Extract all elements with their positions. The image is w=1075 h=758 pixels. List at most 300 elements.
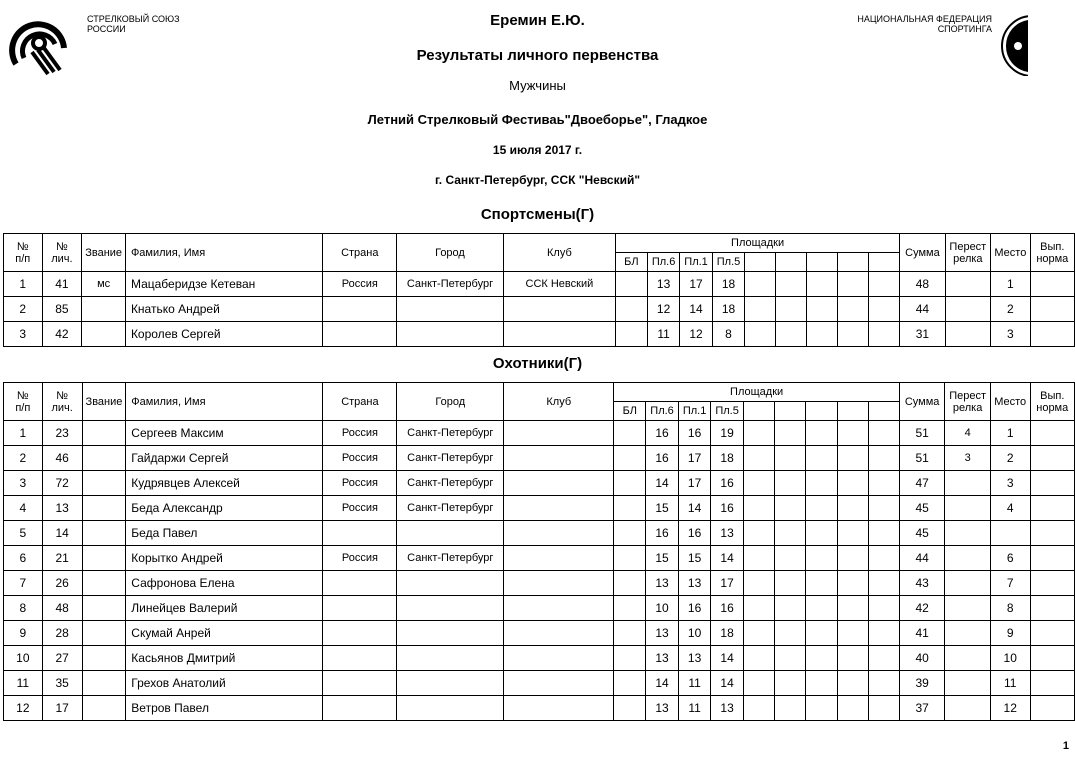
cell-city (397, 671, 504, 696)
cell-empty (869, 297, 900, 322)
cell-empty (775, 421, 806, 446)
col-header-club: Клуб (504, 383, 614, 421)
cell-empty (743, 446, 774, 471)
cell-club (504, 671, 614, 696)
cell-empty (806, 496, 837, 521)
group-title: Спортсмены(Г) (480, 206, 595, 223)
cell-stand6: 13 (646, 571, 679, 596)
cell-empty (868, 546, 899, 571)
col-header-sum: Сумма (899, 383, 944, 421)
col-header-stand (837, 402, 868, 421)
cell-country (323, 696, 397, 721)
cell-bl (614, 671, 646, 696)
cell-rank (82, 297, 126, 322)
cell-bl (615, 322, 647, 347)
cell-bl (614, 571, 646, 596)
table-row (4, 471, 1075, 496)
cell-empty (807, 272, 838, 297)
cell-lic: 21 (42, 546, 82, 571)
cell-stand5: 14 (711, 546, 744, 571)
cell-lic: 13 (42, 496, 82, 521)
cell-empty (743, 496, 774, 521)
cell-stand6: 16 (646, 446, 679, 471)
cell-lic: 14 (42, 521, 82, 546)
cell-stand1: 17 (680, 272, 712, 297)
cell-sum: 45 (899, 496, 944, 521)
cell-num: 6 (4, 546, 43, 571)
cell-norm (1030, 621, 1074, 646)
cell-num: 11 (4, 671, 43, 696)
cell-bl (614, 646, 646, 671)
cell-empty (837, 471, 868, 496)
cell-city (397, 621, 504, 646)
cell-stand1: 11 (678, 671, 711, 696)
cell-empty (837, 671, 868, 696)
cell-club (504, 446, 614, 471)
cell-stand6: 10 (646, 596, 679, 621)
col-header-stand (869, 253, 900, 272)
cell-country: Россия (323, 471, 397, 496)
cell-norm (1030, 571, 1074, 596)
col-header-lic: № лич. (42, 234, 82, 272)
cell-place: 6 (990, 546, 1030, 571)
cell-club (504, 696, 614, 721)
cell-shootoff (945, 671, 991, 696)
cell-stand5: 18 (712, 272, 744, 297)
cell-club (503, 322, 615, 347)
cell-empty (775, 571, 806, 596)
cell-empty (868, 621, 899, 646)
cell-shootoff (945, 496, 991, 521)
org-left-name: СТРЕЛКОВЫЙ СОЮЗ РОССИИ (87, 14, 180, 34)
cell-sum: 47 (899, 471, 944, 496)
cell-shootoff: 3 (945, 446, 991, 471)
cell-empty (743, 621, 774, 646)
cell-norm (1030, 596, 1074, 621)
col-header-stand (776, 253, 807, 272)
cell-sum: 39 (899, 671, 944, 696)
cell-stand1: 17 (678, 471, 711, 496)
cell-shootoff (945, 621, 991, 646)
cell-stand1: 13 (678, 646, 711, 671)
table-row (4, 671, 1075, 696)
cell-stand5: 17 (711, 571, 744, 596)
cell-place: 7 (990, 571, 1030, 596)
cell-empty (869, 322, 900, 347)
cell-empty (775, 471, 806, 496)
cell-country (323, 646, 397, 671)
cell-stand1: 11 (678, 696, 711, 721)
cell-stand1: 10 (678, 621, 711, 646)
cell-rank (82, 646, 126, 671)
col-header-stand (775, 402, 806, 421)
cell-club (504, 421, 614, 446)
cell-sum: 51 (899, 421, 944, 446)
cell-lic: 48 (42, 596, 82, 621)
cell-club (504, 571, 614, 596)
cell-empty (775, 621, 806, 646)
cell-bl (614, 421, 646, 446)
group-title: Охотники(Г) (492, 355, 583, 372)
cell-empty (868, 671, 899, 696)
cell-sum: 44 (899, 546, 944, 571)
cell-empty (743, 671, 774, 696)
cell-empty (775, 546, 806, 571)
cell-rank (82, 696, 126, 721)
cell-empty (806, 671, 837, 696)
cell-stand6: 13 (646, 696, 679, 721)
cell-bl (615, 297, 647, 322)
cell-norm (1030, 322, 1074, 347)
cell-norm (1030, 521, 1074, 546)
cell-sum: 41 (899, 621, 944, 646)
cell-num: 12 (4, 696, 43, 721)
table-row (4, 421, 1075, 446)
col-header-name: Фамилия, Имя (125, 234, 323, 272)
cell-empty (743, 521, 774, 546)
cell-country (323, 596, 397, 621)
cell-club (504, 621, 614, 646)
cell-club (504, 646, 614, 671)
table-row (4, 596, 1075, 621)
cell-place: 12 (990, 696, 1030, 721)
cell-rank (82, 571, 126, 596)
cell-lic: 72 (42, 471, 82, 496)
cell-rank (82, 596, 126, 621)
cell-name: Беда Павел (126, 521, 323, 546)
col-header-sum: Сумма (900, 234, 945, 272)
cell-stand5: 8 (712, 322, 744, 347)
table-row (4, 646, 1075, 671)
cell-shootoff (945, 571, 991, 596)
col-header-lic: № лич. (42, 383, 82, 421)
cell-country: Россия (323, 496, 397, 521)
cell-stand6: 16 (646, 521, 679, 546)
cell-empty (743, 696, 774, 721)
cell-rank (82, 671, 126, 696)
col-header-stands: Площадки (614, 383, 900, 402)
table-row (4, 446, 1075, 471)
cell-city: Санкт-Петербург (397, 471, 504, 496)
cell-club (504, 596, 614, 621)
event-date: 15 июля 2017 г. (492, 143, 583, 157)
cell-rank: мс (82, 272, 126, 297)
col-header-rank: Звание (82, 234, 126, 272)
cell-stand5: 18 (712, 297, 744, 322)
cell-place (990, 521, 1030, 546)
cell-rank (82, 446, 126, 471)
cell-stand1: 13 (678, 571, 711, 596)
cell-sum: 37 (899, 696, 944, 721)
cell-norm (1030, 546, 1074, 571)
cell-rank (82, 546, 126, 571)
cell-empty (806, 546, 837, 571)
cell-city: Санкт-Петербург (397, 496, 504, 521)
cell-stand5: 18 (711, 446, 744, 471)
cell-country: Россия (323, 446, 397, 471)
cell-sum: 40 (899, 646, 944, 671)
cell-stand6: 15 (646, 546, 679, 571)
cell-bl (614, 621, 646, 646)
table-row (4, 297, 1075, 322)
col-header-stand (745, 253, 776, 272)
col-header-stand: БЛ (614, 402, 646, 421)
gender-category: Мужчины (509, 78, 566, 93)
cell-city (397, 322, 504, 347)
cell-empty (837, 621, 868, 646)
cell-name: Корытко Андрей (126, 546, 323, 571)
cell-club (503, 297, 615, 322)
cell-country (323, 621, 397, 646)
cell-empty (837, 496, 868, 521)
table-row (4, 546, 1075, 571)
col-header-norm: Вып. норма (1030, 234, 1074, 272)
cell-place: 2 (991, 297, 1031, 322)
cell-empty (775, 671, 806, 696)
author-name: Еремин Е.Ю. (490, 12, 585, 29)
cell-stand1: 14 (678, 496, 711, 521)
cell-place: 9 (990, 621, 1030, 646)
cell-empty (775, 696, 806, 721)
table-row (4, 621, 1075, 646)
cell-stand5: 18 (711, 621, 744, 646)
col-header-stand (838, 253, 869, 272)
cell-stand1: 17 (678, 446, 711, 471)
cell-bl (615, 272, 647, 297)
cell-empty (806, 521, 837, 546)
cell-stand1: 15 (678, 546, 711, 571)
cell-stand5: 14 (711, 646, 744, 671)
results-table (3, 233, 1075, 347)
col-header-stand: Пл.1 (678, 402, 711, 421)
col-header-country: Страна (323, 234, 397, 272)
cell-empty (776, 272, 807, 297)
cell-name: Касьянов Дмитрий (126, 646, 323, 671)
cell-stand1: 16 (678, 596, 711, 621)
cell-bl (614, 596, 646, 621)
cell-norm (1030, 272, 1074, 297)
cell-empty (868, 696, 899, 721)
col-header-stand: Пл.1 (680, 253, 712, 272)
cell-empty (743, 571, 774, 596)
cell-stand5: 19 (711, 421, 744, 446)
cell-rank (82, 322, 126, 347)
cell-stand5: 16 (711, 596, 744, 621)
cell-empty (806, 571, 837, 596)
cell-bl (614, 471, 646, 496)
cell-empty (868, 571, 899, 596)
cell-sum: 31 (900, 322, 945, 347)
col-header-stand (807, 253, 838, 272)
cell-club: ССК Невский (503, 272, 615, 297)
cell-stand6: 15 (646, 496, 679, 521)
cell-empty (776, 297, 807, 322)
cell-city (397, 297, 504, 322)
header-row (4, 383, 1075, 402)
cell-empty (775, 521, 806, 546)
cell-stand1: 16 (678, 521, 711, 546)
cell-name: Скумай Анрей (126, 621, 323, 646)
cell-rank (82, 471, 126, 496)
cell-empty (868, 446, 899, 471)
cell-num: 8 (4, 596, 43, 621)
cell-empty (775, 596, 806, 621)
cell-norm (1030, 471, 1074, 496)
cell-sum: 44 (900, 297, 945, 322)
cell-num: 2 (4, 297, 43, 322)
cell-place: 4 (990, 496, 1030, 521)
cell-place: 3 (990, 471, 1030, 496)
org-right-name: НАЦИОНАЛЬНАЯ ФЕДЕРАЦИЯ СПОРТИНГА (857, 14, 992, 34)
col-header-country: Страна (323, 383, 397, 421)
cell-empty (837, 696, 868, 721)
cell-country: Россия (323, 546, 397, 571)
event-name: Летний Стрелковый Фестиваь"Двоеборье", Гладкое (367, 112, 708, 127)
cell-empty (745, 297, 776, 322)
cell-norm (1030, 671, 1074, 696)
cell-stand6: 13 (646, 621, 679, 646)
col-header-stands: Площадки (615, 234, 899, 253)
cell-num: 1 (4, 421, 43, 446)
cell-empty (775, 446, 806, 471)
cell-stand6: 14 (646, 471, 679, 496)
cell-empty (837, 646, 868, 671)
cell-country (323, 521, 397, 546)
cell-empty (743, 421, 774, 446)
cell-num: 9 (4, 621, 43, 646)
cell-num: 3 (4, 322, 43, 347)
cell-club (504, 471, 614, 496)
cell-empty (806, 471, 837, 496)
cell-lic: 23 (42, 421, 82, 446)
cell-num: 1 (4, 272, 43, 297)
col-header-club: Клуб (503, 234, 615, 272)
cell-shootoff: 4 (945, 421, 991, 446)
cell-empty (806, 646, 837, 671)
cell-city (397, 596, 504, 621)
cell-empty (838, 297, 869, 322)
cell-place: 1 (991, 272, 1031, 297)
cell-lic: 46 (42, 446, 82, 471)
col-header-shootoff: Перест релка (945, 234, 990, 272)
col-header-city: Город (397, 383, 504, 421)
cell-empty (837, 596, 868, 621)
cell-sum: 51 (899, 446, 944, 471)
cell-rank (82, 496, 126, 521)
cell-city: Санкт-Петербург (397, 272, 504, 297)
cell-country: Россия (323, 421, 397, 446)
cell-stand1: 12 (680, 322, 712, 347)
cell-country (323, 571, 397, 596)
cell-bl (614, 696, 646, 721)
col-header-stand: Пл.5 (711, 402, 744, 421)
cell-num: 5 (4, 521, 43, 546)
cell-empty (868, 646, 899, 671)
cell-empty (869, 272, 900, 297)
cell-city: Санкт-Петербург (397, 446, 504, 471)
cell-norm (1030, 496, 1074, 521)
event-place: г. Санкт-Петербург, ССК "Невский" (434, 173, 641, 187)
cell-num: 4 (4, 496, 43, 521)
cell-stand6: 12 (647, 297, 679, 322)
cell-rank (82, 621, 126, 646)
cell-city (397, 521, 504, 546)
page-title: Результаты личного первенства (416, 47, 659, 64)
col-header-name: Фамилия, Имя (126, 383, 323, 421)
cell-shootoff (945, 272, 990, 297)
cell-stand5: 13 (711, 521, 744, 546)
cell-lic: 26 (42, 571, 82, 596)
cell-stand1: 16 (678, 421, 711, 446)
cell-lic: 35 (42, 671, 82, 696)
cell-place: 11 (990, 671, 1030, 696)
cell-bl (614, 446, 646, 471)
cell-empty (806, 421, 837, 446)
col-header-num: № п/п (4, 234, 43, 272)
col-header-norm: Вып. норма (1030, 383, 1074, 421)
cell-city (397, 646, 504, 671)
cell-empty (806, 596, 837, 621)
cell-empty (745, 322, 776, 347)
cell-empty (806, 446, 837, 471)
cell-country (323, 297, 397, 322)
cell-sum: 45 (899, 521, 944, 546)
header-row (4, 234, 1075, 253)
cell-shootoff (945, 322, 990, 347)
cell-lic: 17 (42, 696, 82, 721)
table-row (4, 696, 1075, 721)
cell-empty (868, 471, 899, 496)
col-header-rank: Звание (82, 383, 126, 421)
cell-empty (837, 546, 868, 571)
cell-empty (806, 621, 837, 646)
cell-name: Ветров Павел (126, 696, 323, 721)
cell-lic: 28 (42, 621, 82, 646)
cell-bl (614, 496, 646, 521)
results-table (3, 382, 1075, 721)
cell-stand5: 13 (711, 696, 744, 721)
cell-name: Кнатько Андрей (125, 297, 323, 322)
cell-shootoff (945, 546, 991, 571)
cell-norm (1030, 646, 1074, 671)
cell-bl (614, 546, 646, 571)
cell-sum: 42 (899, 596, 944, 621)
table-row (4, 521, 1075, 546)
col-header-stand: Пл.6 (647, 253, 679, 272)
table-row (4, 571, 1075, 596)
cell-place: 2 (990, 446, 1030, 471)
cell-place: 3 (991, 322, 1031, 347)
cell-shootoff (945, 596, 991, 621)
cell-norm (1030, 421, 1074, 446)
cell-name: Королев Сергей (125, 322, 323, 347)
cell-num: 2 (4, 446, 43, 471)
cell-stand6: 16 (646, 421, 679, 446)
cell-country: Россия (323, 272, 397, 297)
cell-place: 1 (990, 421, 1030, 446)
cell-name: Сафронова Елена (126, 571, 323, 596)
table-row (4, 496, 1075, 521)
col-header-city: Город (397, 234, 504, 272)
cell-place: 10 (990, 646, 1030, 671)
cell-stand5: 14 (711, 671, 744, 696)
cell-lic: 42 (42, 322, 82, 347)
cell-name: Сергеев Максим (126, 421, 323, 446)
cell-num: 3 (4, 471, 43, 496)
col-header-stand (743, 402, 774, 421)
cell-city: Санкт-Петербург (397, 546, 504, 571)
cell-place: 8 (990, 596, 1030, 621)
